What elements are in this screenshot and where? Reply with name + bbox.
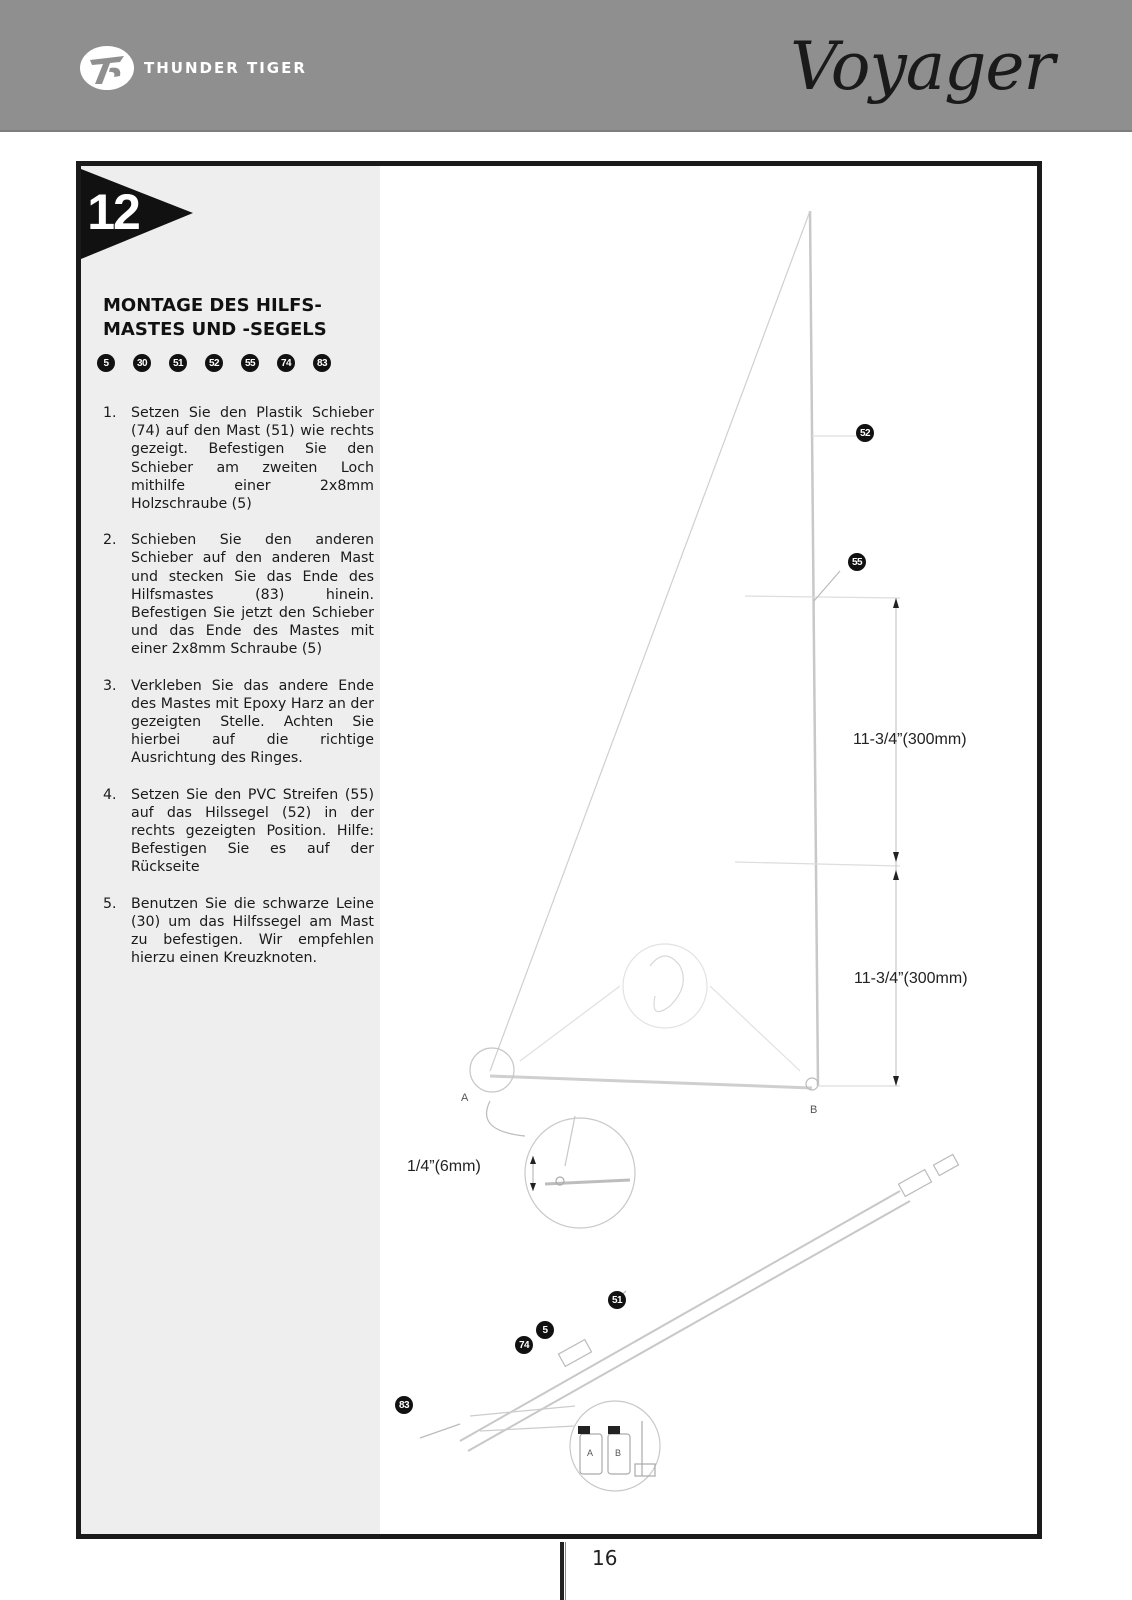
footer-divider xyxy=(560,1542,564,1600)
callout-sail: 52 xyxy=(856,424,874,442)
callout-pvc-strip: 55 xyxy=(848,553,866,571)
instruction-text: Setzen Sie den PVC Streifen (55) auf das Hilssegel (52) in der rechts gezeigten Position. Hilfe: Befestigen Sie es auf der Rückseite xyxy=(131,786,374,876)
callout-aux-mast: 83 xyxy=(395,1396,413,1414)
assembly-diagram xyxy=(380,166,1037,1534)
instruction-number: 4. xyxy=(103,786,117,803)
part-badge: 51 xyxy=(169,354,187,372)
part-badge: 5 xyxy=(97,354,115,372)
bottle-b-label: B xyxy=(615,1448,622,1458)
section-title-line1: MONTAGE DES HILFS- xyxy=(103,295,322,316)
instruction-item xyxy=(99,531,374,658)
instruction-item xyxy=(99,895,374,968)
dimension-detail: 1/4”(6mm) xyxy=(407,1158,481,1175)
section-title-line2: MASTES UND -SEGELS xyxy=(103,319,327,340)
part-badge: 30 xyxy=(133,354,151,372)
instruction-panel xyxy=(81,166,380,1534)
part-badge: 83 xyxy=(313,354,331,372)
parts-list xyxy=(97,354,331,372)
instruction-item xyxy=(99,677,374,768)
dimension-upper: 11-3/4”(300mm) xyxy=(853,731,967,748)
callout-mast: 51 xyxy=(608,1291,626,1309)
brand-name: THUNDER TIGER xyxy=(144,59,307,77)
dimension-lower: 11-3/4”(300mm) xyxy=(854,970,968,987)
instruction-number: 5. xyxy=(103,895,117,912)
part-badge: 74 xyxy=(277,354,295,372)
instruction-number: 2. xyxy=(103,532,117,549)
part-badge: 55 xyxy=(241,354,259,372)
point-a-label: A xyxy=(461,1092,469,1104)
instruction-list xyxy=(99,404,374,985)
instruction-item xyxy=(99,786,374,877)
callout-screw: 5 xyxy=(536,1321,554,1339)
instruction-frame xyxy=(76,161,1042,1539)
instruction-text: Setzen Sie den Plastik Schieber (74) auf den Mast (51) wie rechts gezeigt. Befestigen Sie den Schieber am zweiten Loch mithilfe einer 2x8mm Holzschraube (5) xyxy=(131,405,374,513)
brand-logo xyxy=(80,46,307,90)
bottle-a-label: A xyxy=(587,1448,594,1458)
page-number: 16 xyxy=(592,1546,618,1570)
page-header xyxy=(0,0,1132,132)
product-logo: Voyager xyxy=(790,28,1054,105)
point-b-label: B xyxy=(810,1104,818,1116)
section-title xyxy=(103,294,363,342)
callout-slider: 74 xyxy=(515,1336,533,1354)
step-number: 12 xyxy=(87,184,139,240)
part-badge: 52 xyxy=(205,354,223,372)
instruction-text: Verkleben Sie das andere Ende des Mastes mit Epoxy Harz an der gezeigten Stelle. Achten Sie hierbei auf die richtige Ausrichtung des Ringes. xyxy=(131,677,374,767)
instruction-text: Benutzen Sie die schwarze Leine (30) um das Hilfssegel am Mast zu befestigen. Wir empfehlen hierzu einen Kreuzknoten. xyxy=(131,895,374,967)
instruction-number: 3. xyxy=(103,677,117,694)
thunder-tiger-logo-icon xyxy=(80,46,134,90)
sail-assembly-illustration xyxy=(380,166,1037,1534)
footer-divider-thin xyxy=(565,1542,566,1600)
instruction-number: 1. xyxy=(103,405,117,421)
instruction-text: Schieben Sie den anderen Schieber auf den anderen Mast und stecken Sie das Ende des Hilfsmastes (83) hinein. Befestigen Sie jetzt den Schieber und das Ende des Mastes mit einer 2x8mm Schraube (5) xyxy=(131,532,374,658)
instruction-item xyxy=(99,404,374,513)
